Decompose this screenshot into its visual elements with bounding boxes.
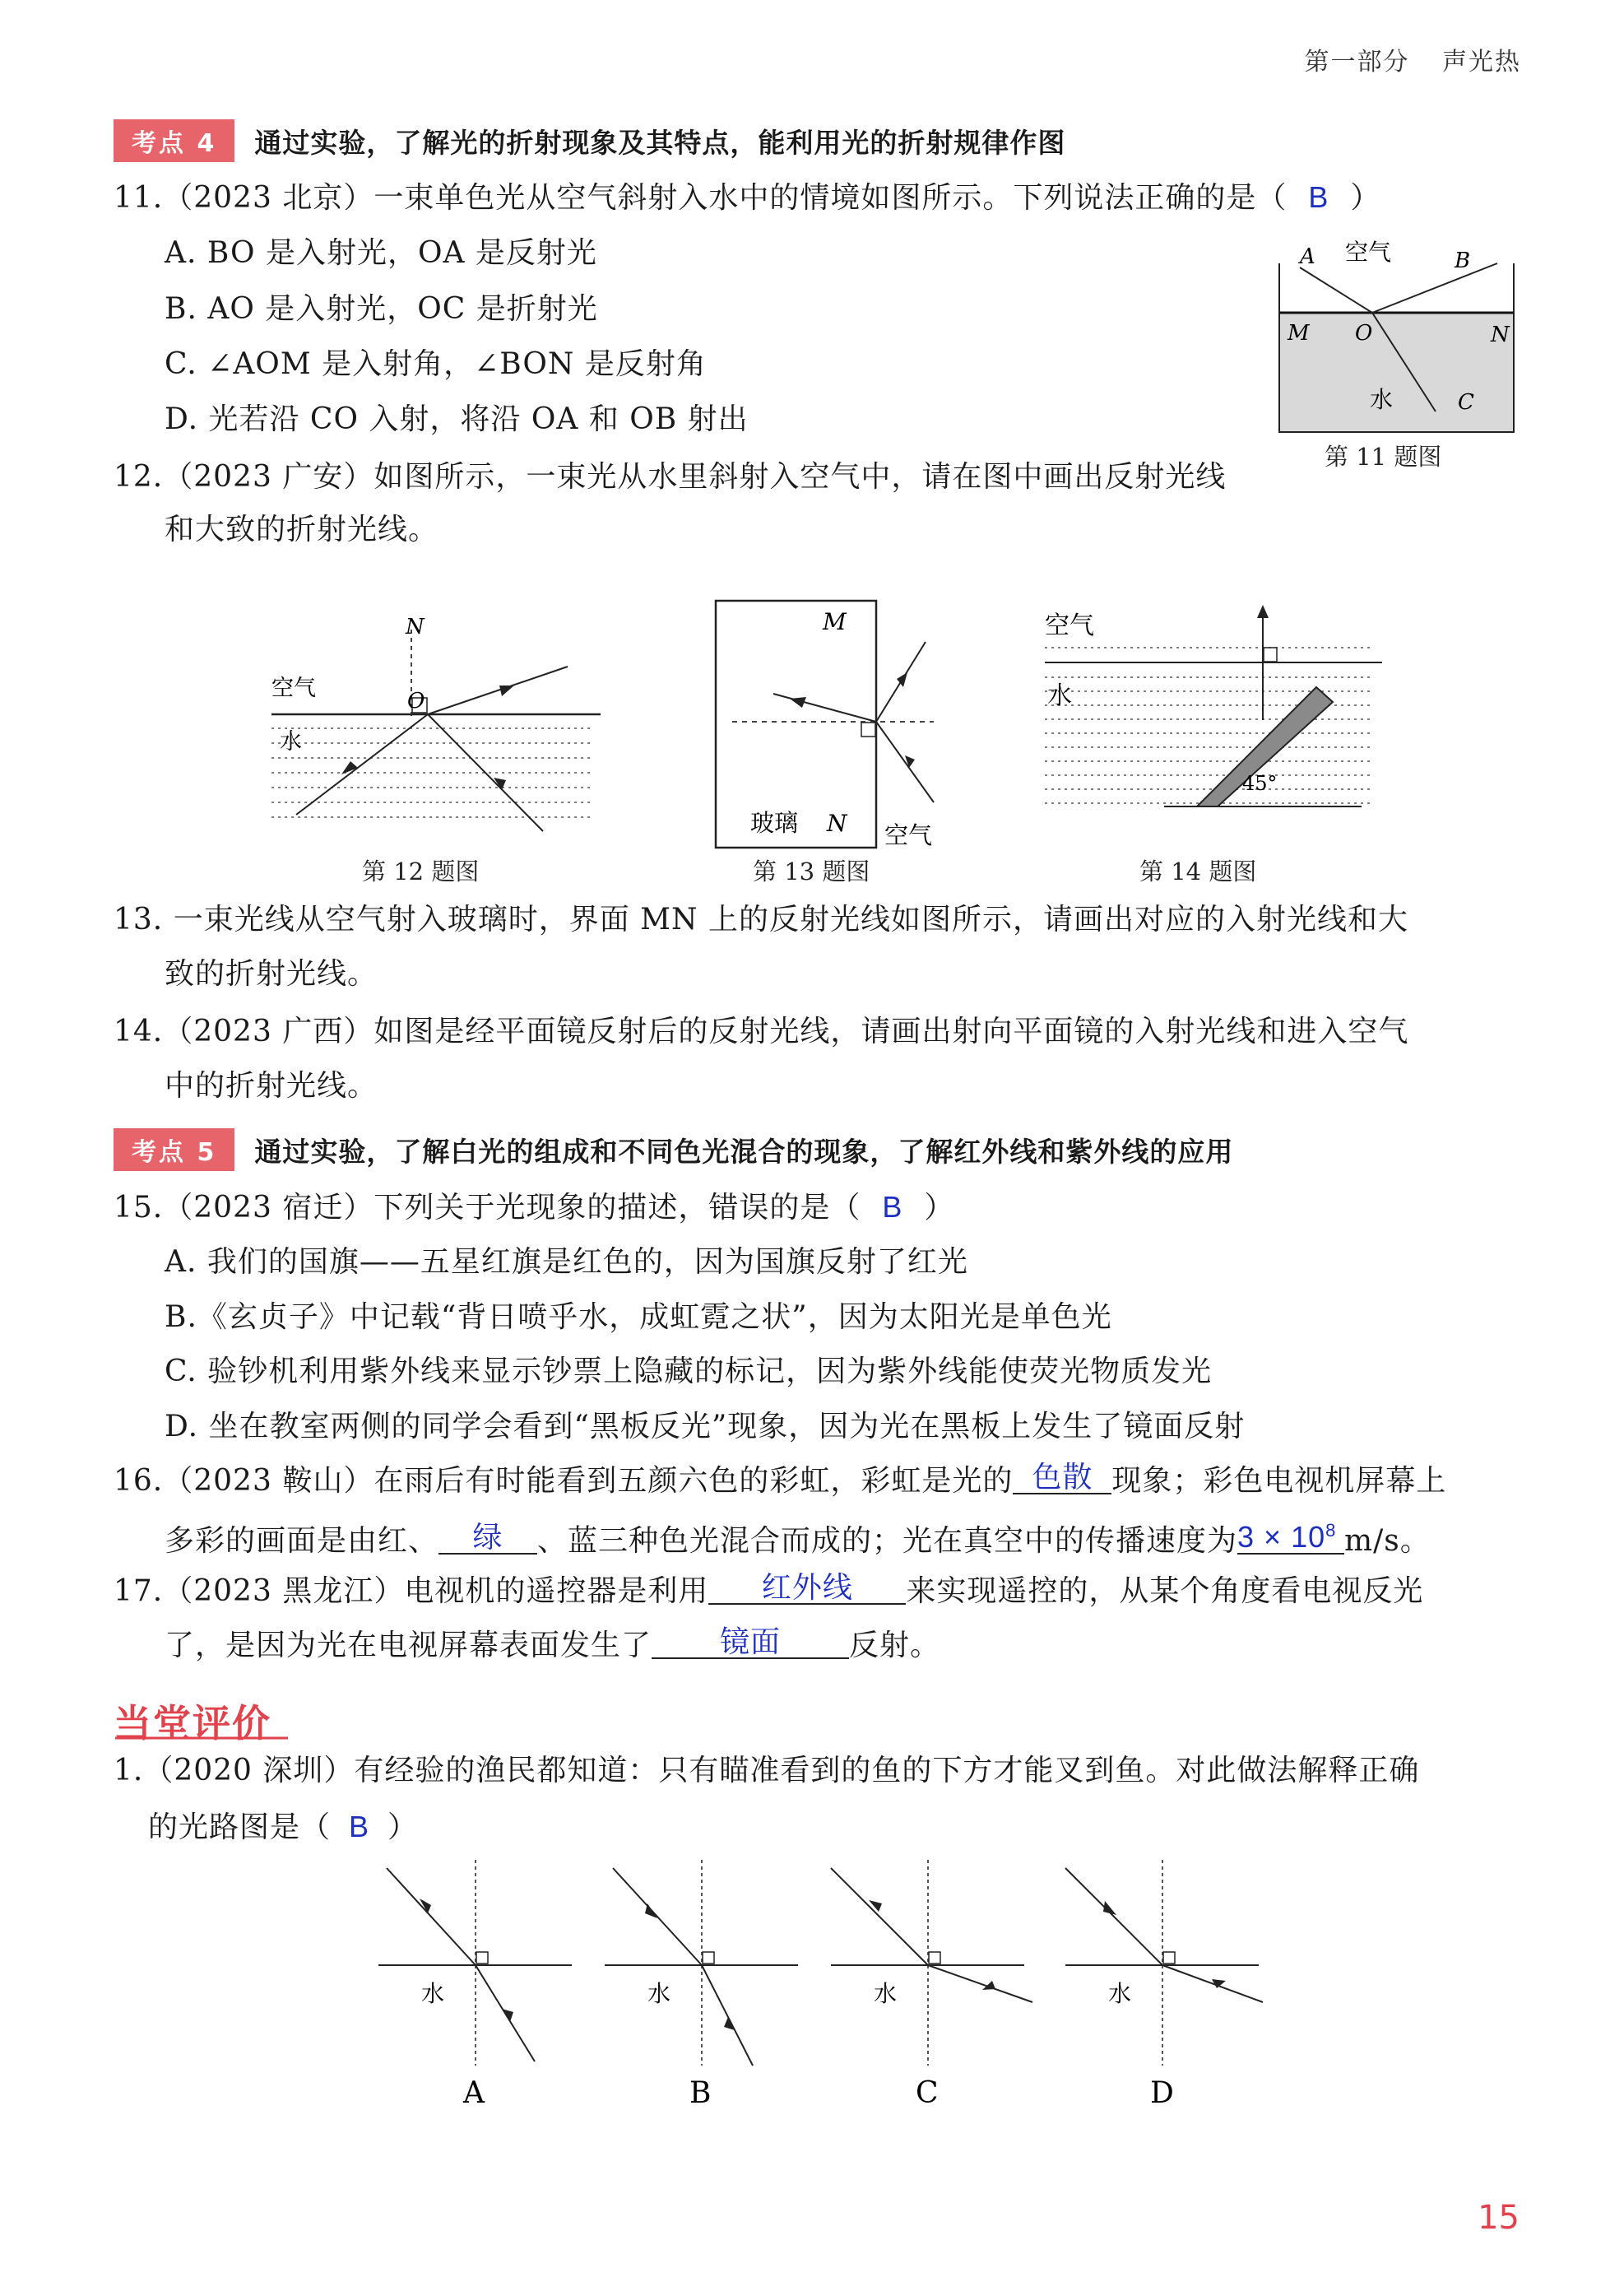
q11-close: ） [1350, 181, 1381, 215]
fig11-label-n: N [1491, 323, 1510, 347]
diagram-c-arrow-in [869, 1900, 882, 1912]
fig14-caption: 第 14 题图 [1139, 858, 1257, 885]
diagram-a-arrow-out [502, 2009, 513, 2022]
q13-line-1: 13. 一束光线从空气射入玻璃时，界面 MN 上的反射光线如图所示，请画出对应的入射光线和大 [114, 903, 1408, 937]
section-5-title: 通过实验，了解白光的组成和不同色光混合的现象，了解红外线和紫外线的应用 [254, 1135, 1234, 1168]
fig12-label-o: O [407, 689, 425, 713]
q11-stem: 11.（2023 北京）一束单色光从空气斜射入水中的情境如图所示。下列说法正确的是（ [114, 181, 1288, 215]
diagram-d-arrow-in [1103, 1901, 1116, 1915]
q17-line-1 [114, 1570, 1424, 1610]
fig13-label-m: M [823, 608, 847, 635]
eval-q1-stem-end: 的光路图是（ [148, 1810, 332, 1844]
fig11-label-air: 空气 [1345, 239, 1392, 266]
fig13-label-glass: 玻璃 [750, 809, 799, 837]
q17-blank-2: 镜面 [652, 1626, 849, 1659]
eval-q1-close: ） [387, 1810, 419, 1844]
q17-line-2 [165, 1624, 941, 1664]
diagram-c[interactable] [831, 1860, 1032, 2110]
fig14-label-angle: 45° [1242, 772, 1278, 795]
fig12-label-water: 水 [280, 729, 302, 755]
diagram-d[interactable] [1065, 1860, 1263, 2110]
diagram-a-water: 水 [421, 1980, 445, 2007]
header-topic: 声光热 [1442, 48, 1521, 77]
fig11-label-o: O [1355, 321, 1373, 346]
q17-blank-1: 红外线 [708, 1572, 906, 1605]
eval-q1-line-2 [148, 1809, 418, 1846]
fig13-arrow-reflected [790, 697, 806, 708]
q16-blank-1: 色散 [1013, 1462, 1111, 1494]
page-number: 15 [1478, 2199, 1520, 2237]
fig11-label-b: B [1455, 249, 1471, 273]
section-4-title: 通过实验，了解光的折射现象及其特点，能利用光的折射规律作图 [254, 126, 1066, 159]
q16-part-1: 16.（2023 鞍山）在雨后有时能看到五颜六色的彩虹，彩虹是光的 [114, 1464, 1014, 1498]
q16-unit: m/s。 [1344, 1524, 1431, 1558]
q16-part-4: 、蓝三种色光混合而成的；光在真空中的传播速度为 [537, 1524, 1238, 1558]
diagram-b-water: 水 [647, 1980, 671, 2007]
q16-blank-3 [1237, 1515, 1344, 1555]
q12-line-1: 12.（2023 广安）如图所示，一束光从水里斜射入空气中，请在图中画出反射光线 [114, 460, 1227, 494]
diagram-b[interactable] [605, 1860, 798, 2110]
q16-blank-2: 绿 [438, 1522, 537, 1555]
q15-option-b: B.《玄贞子》中记载“背日喷乎水，成虹霓之状”，因为太阳光是单色光 [165, 1300, 1112, 1334]
fig13-arrow-lower [905, 755, 915, 768]
fig11-ray-ao [1300, 267, 1372, 313]
section-5-badge: 考点 5 [114, 1128, 234, 1171]
fig12-caption: 第 12 题图 [362, 858, 480, 885]
page-header [1281, 41, 1521, 77]
fig12-arrow-incident [341, 761, 358, 774]
q13-line-2: 致的折射光线。 [165, 957, 378, 991]
diagram-d-water: 水 [1108, 1980, 1132, 2007]
q15-stem: 15.（2023 宿迁）下列关于光现象的描述，错误的是（ [114, 1191, 861, 1225]
figure-14 [1032, 605, 1386, 835]
diagram-a-letter: A [463, 2076, 485, 2110]
fig13-right-angle [861, 723, 875, 737]
q16-part-3: 多彩的画面是由红、 [165, 1524, 439, 1558]
diagram-c-letter: C [916, 2076, 939, 2110]
fig14-label-water: 水 [1047, 681, 1072, 710]
q16-part-2: 现象；彩色电视机屏幕上 [1111, 1464, 1447, 1498]
q16-line-1 [114, 1460, 1447, 1499]
diagram-d-letter: D [1150, 2076, 1174, 2110]
q15-close: ） [924, 1191, 955, 1225]
q14-line-2: 中的折射光线。 [165, 1069, 378, 1103]
fig12-label-air: 空气 [271, 676, 316, 701]
header-part: 第一部分 [1304, 48, 1410, 77]
q15-option-c: C. 验钞机利用紫外线来显示钞票上隐藏的标记，因为紫外线能使荧光物质发光 [165, 1355, 1213, 1388]
q16-line-2 [165, 1518, 1431, 1559]
fig13-label-air: 空气 [884, 821, 933, 849]
q11-answer: B [1308, 180, 1329, 214]
eval-q1-diagrams [378, 1856, 1283, 2111]
q17-part-1: 17.（2023 黑龙江）电视机的遥控器是利用 [114, 1574, 709, 1608]
fig14-label-air: 空气 [1045, 611, 1094, 640]
q17-part-4: 反射。 [849, 1629, 941, 1662]
fig12-label-n: N [406, 615, 425, 639]
fig13-reflected-ray [773, 694, 876, 722]
fig11-caption: 第 11 题图 [1325, 443, 1442, 471]
diagram-a[interactable] [378, 1860, 572, 2110]
fig14-right-angle [1264, 648, 1277, 662]
q14-line-1: 14.（2023 广西）如图是经平面镜反射后的反射光线，请画出射向平面镜的入射光线和进入空气 [114, 1015, 1409, 1048]
q15-answer: B [882, 1190, 903, 1224]
fig13-ray-lower [876, 722, 934, 802]
q11-stem-line [114, 179, 1380, 216]
section-4-badge: 考点 4 [114, 119, 234, 162]
q16-answer-3: 3 × 10 [1237, 1520, 1326, 1554]
figure-13 [708, 597, 954, 852]
q17-part-3: 了，是因为光在电视屏幕表面发生了 [165, 1629, 652, 1662]
fig12-arrow-refracted [499, 686, 514, 696]
q15-stem-line [114, 1189, 954, 1226]
figure-12 [263, 613, 601, 848]
q11-option-a: A. BO 是入射光，OA 是反射光 [165, 236, 597, 270]
fig11-label-c: C [1458, 390, 1474, 415]
fig11-label-water: 水 [1370, 386, 1394, 413]
q11-option-c: C. ∠AOM 是入射角，∠BON 是反射角 [165, 347, 707, 381]
fig13-label-n: N [827, 810, 847, 837]
q11-option-d: D. 光若沿 CO 入射，将沿 OA 和 OB 射出 [165, 402, 749, 436]
fig11-water [1279, 313, 1514, 432]
diagram-c-water: 水 [874, 1980, 898, 2007]
fig12-incident-ray [296, 714, 428, 815]
q15-option-a: A. 我们的国旗——五星红旗是红色的，因为国旗反射了红光 [165, 1245, 968, 1279]
section-4-heading [114, 117, 1065, 165]
q11-option-b: B. AO 是入射光，OC 是折射光 [165, 292, 598, 326]
q16-answer-3-exponent: 8 [1325, 1520, 1337, 1541]
section-5-heading [114, 1126, 1233, 1174]
fig13-caption: 第 13 题图 [753, 858, 870, 885]
fig11-ray-ob [1372, 263, 1497, 313]
evaluation-underline [115, 1735, 296, 1741]
diagram-b-letter: B [689, 2076, 712, 2110]
fig11-label-m: M [1288, 321, 1310, 346]
evaluation-heading: 当堂评价 [114, 1701, 271, 1745]
q17-part-2: 来实现遥控的，从某个角度看电视反光 [906, 1574, 1424, 1608]
q15-option-d: D. 坐在教室两侧的同学会看到“黑板反光”现象，因为光在黑板上发生了镜面反射 [165, 1410, 1246, 1443]
fig12-refracted-ray [428, 667, 568, 714]
fig14-arrow-reflected [1257, 605, 1269, 618]
fig14-water-hatching [1045, 648, 1374, 803]
eval-q1-line-1: 1.（2020 深圳）有经验的渔民都知道：只有瞄准看到的鱼的下方才能叉到鱼。对此做法解释正确 [114, 1754, 1420, 1787]
eval-q1-answer: B [349, 1810, 370, 1843]
q12-line-2: 和大致的折射光线。 [165, 513, 439, 546]
fig12-water-hatching [271, 728, 592, 817]
fig11-label-a: A [1300, 244, 1315, 269]
